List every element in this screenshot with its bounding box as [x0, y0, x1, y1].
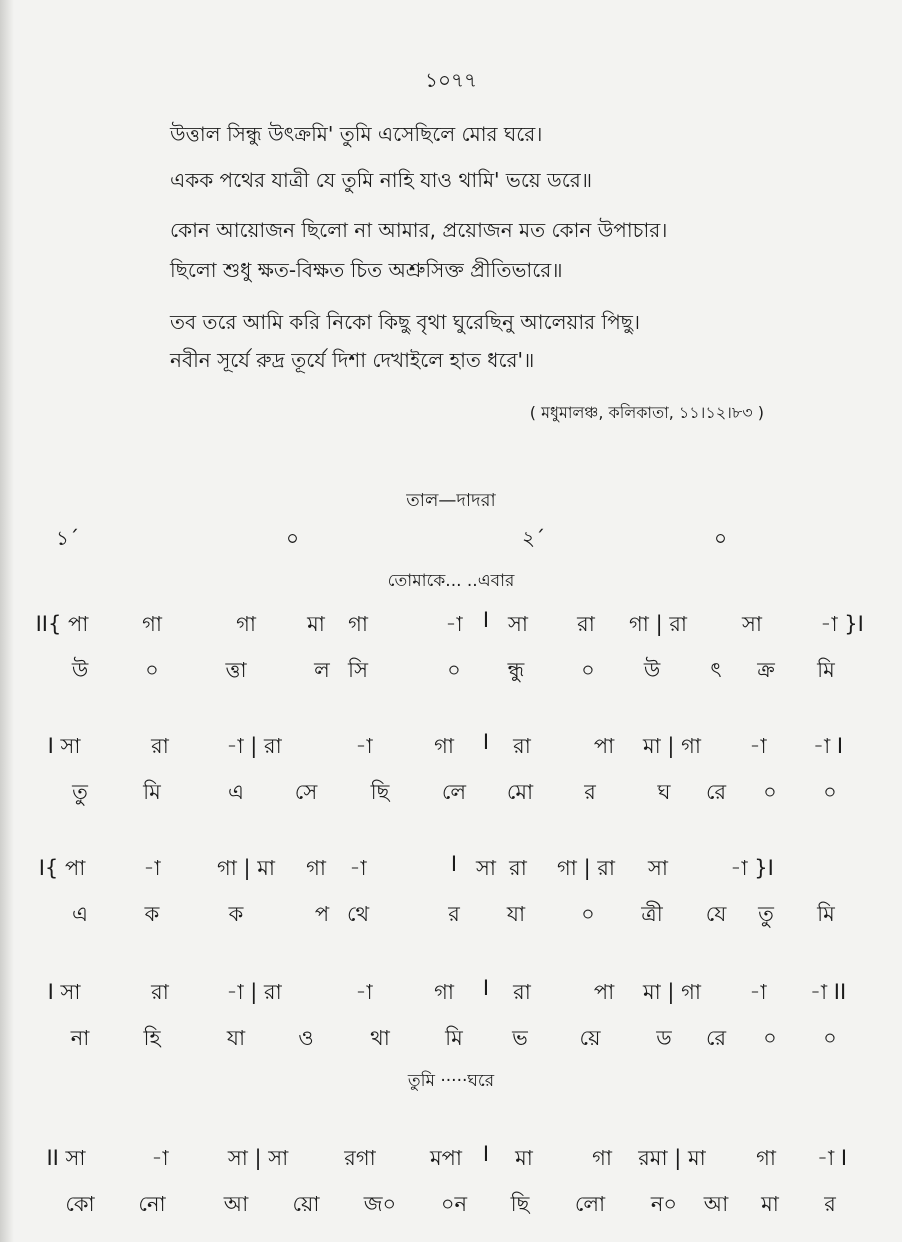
lyric-cell: সে	[294, 780, 318, 804]
swara-cell: গা | রা	[629, 612, 687, 636]
lyric-cell: থা	[370, 1026, 390, 1050]
swara-cell: I	[482, 730, 490, 754]
lyric-cell: যে	[705, 902, 727, 926]
lyric-cell: য়ে	[579, 1026, 601, 1050]
lyric-cell: র	[584, 780, 596, 804]
swara-cell: রমা | মা	[638, 1146, 706, 1170]
poem-line: একক পথের যাত্রী যে তুমি নাহি যাও থামি' ভয়ে ডরে॥	[170, 168, 593, 192]
lyric-cell: য়ো	[292, 1192, 320, 1216]
swara-cell: রা	[513, 734, 531, 758]
swara-cell: -া }I	[820, 612, 864, 636]
lyric-cell: লো	[574, 1192, 606, 1216]
lyric-cell: ক্র	[757, 658, 775, 682]
swara-cell: পা	[593, 734, 615, 758]
swara-cell: রগা	[344, 1146, 376, 1170]
swara-cell: মপা	[429, 1146, 463, 1170]
lyric-cell: ল	[314, 658, 330, 682]
lyric-cell: আ	[223, 1192, 249, 1216]
swara-cell: রা	[509, 856, 527, 880]
lyric-cell: মা	[761, 1192, 779, 1216]
swara-cell: রা	[577, 612, 595, 636]
lyric-cell: ৎ	[710, 658, 722, 682]
lyric-cell: জ০	[363, 1192, 397, 1216]
lyric-cell: যা	[506, 902, 526, 926]
swara-cell: I{ পা	[38, 856, 86, 880]
swara-cell: সা | সা	[227, 1146, 289, 1170]
lyric-cell: ন্ধু	[507, 658, 525, 682]
swara-cell: গা | মা	[216, 856, 276, 880]
lyric-cell: এ	[72, 902, 88, 926]
lyric-cell: রে	[705, 780, 727, 804]
swara-cell: II{ পা	[35, 612, 89, 636]
lyric-cell: ০	[447, 658, 461, 682]
swara-cell: I	[482, 1142, 490, 1166]
swara-cell: -া	[143, 856, 161, 880]
swara-cell: -া	[355, 980, 373, 1004]
lyric-row	[0, 1188, 902, 1220]
beat-mark: ১´	[56, 526, 79, 550]
lyric-row	[0, 898, 902, 930]
lyric-cell: উ	[643, 658, 661, 682]
lyric-cell: যা	[226, 1026, 246, 1050]
swara-row	[0, 852, 902, 884]
lyric-row	[0, 1022, 902, 1054]
lyric-row	[0, 776, 902, 808]
lyric-cell: ড	[656, 1026, 672, 1050]
swara-cell: II সা	[46, 1146, 86, 1170]
swara-cell: গা	[434, 980, 454, 1004]
lyric-cell: মি	[445, 1026, 463, 1050]
lyric-cell: ০	[763, 1026, 777, 1050]
swara-cell: I	[450, 852, 458, 876]
swara-cell: I সা	[47, 734, 81, 758]
lyric-cell: ০	[581, 658, 595, 682]
lyric-cell: উ	[71, 658, 89, 682]
swara-cell: -া | রা	[226, 734, 282, 758]
lyric-cell: ছি	[370, 780, 390, 804]
swara-cell: -া	[349, 856, 367, 880]
lyric-cell: মি	[143, 780, 161, 804]
lyric-cell: র	[448, 902, 460, 926]
swara-row	[0, 730, 902, 762]
lyric-cell: হি	[143, 1026, 161, 1050]
swara-cell: -া I	[812, 734, 844, 758]
swara-cell: গা	[348, 612, 368, 636]
lyric-cell: ০	[581, 902, 595, 926]
swara-cell: -া | রা	[226, 980, 282, 1004]
poem-line: তব তরে আমি করি নিকো কিছু বৃথা ঘুরেছিনু আলেয়ার পিছু।	[170, 310, 641, 334]
page-number: ১০৭৭	[425, 68, 477, 92]
swara-cell: -া II	[809, 980, 847, 1004]
lyric-cell: ০	[823, 1026, 837, 1050]
poem-line: কোন আয়োজন ছিলো না আমার, প্রয়োজন মত কোন উপাচার।	[170, 218, 668, 242]
lyric-cell: থে	[346, 902, 370, 926]
swara-cell: মা	[515, 1146, 533, 1170]
lyric-cell: ন০	[650, 1192, 678, 1216]
beat-mark: ২´	[522, 526, 546, 550]
swara-cell: গা	[142, 612, 162, 636]
beat-mark: ০	[286, 526, 300, 550]
swara-cell: গা	[236, 612, 256, 636]
swara-cell: I সা	[47, 980, 81, 1004]
swara-cell: পা	[593, 980, 615, 1004]
swara-cell: -া	[749, 734, 767, 758]
swara-row	[0, 608, 902, 640]
section-label: তুমি ·····ঘরে	[407, 1071, 495, 1091]
swara-cell: সা	[648, 856, 668, 880]
swara-cell: রা	[151, 734, 169, 758]
lyric-cell: প	[314, 902, 330, 926]
lyric-cell: কো	[65, 1192, 95, 1216]
lyric-cell: রে	[705, 1026, 727, 1050]
swara-cell: গা	[756, 1146, 776, 1170]
tala-heading: তাল—দাদরা	[406, 490, 496, 511]
swara-row	[0, 976, 902, 1008]
swara-cell: -া	[749, 980, 767, 1004]
swara-cell: মা	[307, 612, 325, 636]
swara-cell: -া	[355, 734, 373, 758]
swara-cell: গা	[306, 856, 326, 880]
lyric-cell: মি	[817, 902, 835, 926]
lyric-cell: তু	[758, 902, 774, 926]
lyric-cell: ত্রী	[641, 902, 663, 926]
lyric-cell: ০	[763, 780, 777, 804]
lyric-cell: এ	[228, 780, 244, 804]
swara-cell: গা | রা	[557, 856, 615, 880]
lyric-cell: ০	[823, 780, 837, 804]
swara-cell: গা	[434, 734, 454, 758]
swara-cell: -া	[151, 1146, 169, 1170]
lyric-cell: ০	[145, 658, 159, 682]
swara-cell: -া }I	[730, 856, 774, 880]
poem-line: নবীন সূর্যে রুদ্র তূর্যে দিশা দেখাইলে হাত ধরে'॥	[170, 348, 535, 372]
lyric-cell: লে	[441, 780, 467, 804]
swara-cell: I	[482, 976, 490, 1000]
swara-cell: সা	[508, 612, 528, 636]
swara-cell: সা	[476, 856, 496, 880]
lyric-cell: ভ	[512, 1026, 528, 1050]
lyric-cell: আ	[703, 1192, 729, 1216]
lyric-cell: মো	[506, 780, 534, 804]
lyric-cell: তু	[72, 780, 88, 804]
lyric-cell: মি	[817, 658, 835, 682]
swara-cell: গা	[592, 1146, 612, 1170]
beat-mark: ০	[714, 526, 728, 550]
swara-cell: মা | গা	[642, 980, 702, 1004]
lyric-row	[0, 654, 902, 686]
lyric-cell: ক	[228, 902, 244, 926]
lyric-cell: না	[70, 1026, 90, 1050]
swara-cell: I	[482, 608, 490, 632]
lyric-cell: র	[824, 1192, 836, 1216]
poem-line: উত্তাল সিন্ধু উৎক্রমি' তুমি এসেছিলে মোর ঘরে।	[170, 122, 543, 146]
lyric-cell: ০ন	[440, 1192, 468, 1216]
lyric-cell: ঘ	[657, 780, 671, 804]
lyric-cell: ত্তা	[225, 658, 247, 682]
swara-cell: -া	[445, 612, 463, 636]
section-label: তোমাকে... ..এবার	[387, 571, 515, 591]
lyric-cell: নো	[138, 1192, 166, 1216]
lyric-cell: ছি	[510, 1192, 530, 1216]
citation: ( মধুমালঞ্চ, কলিকাতা, ১১।১২।৮৩ )	[529, 403, 764, 422]
swara-cell: মা | গা	[642, 734, 702, 758]
lyric-cell: ক	[144, 902, 160, 926]
poem-line: ছিলো শুধু ক্ষত-বিক্ষত চিত অশ্রুসিক্ত প্রীতিভারে॥	[170, 258, 563, 282]
swara-cell: সা	[742, 612, 762, 636]
lyric-cell: সি	[348, 658, 368, 682]
lyric-cell: ও	[298, 1026, 314, 1050]
swara-cell: -া I	[816, 1146, 848, 1170]
swara-row	[0, 1142, 902, 1174]
swara-cell: রা	[513, 980, 531, 1004]
swara-cell: রা	[151, 980, 169, 1004]
